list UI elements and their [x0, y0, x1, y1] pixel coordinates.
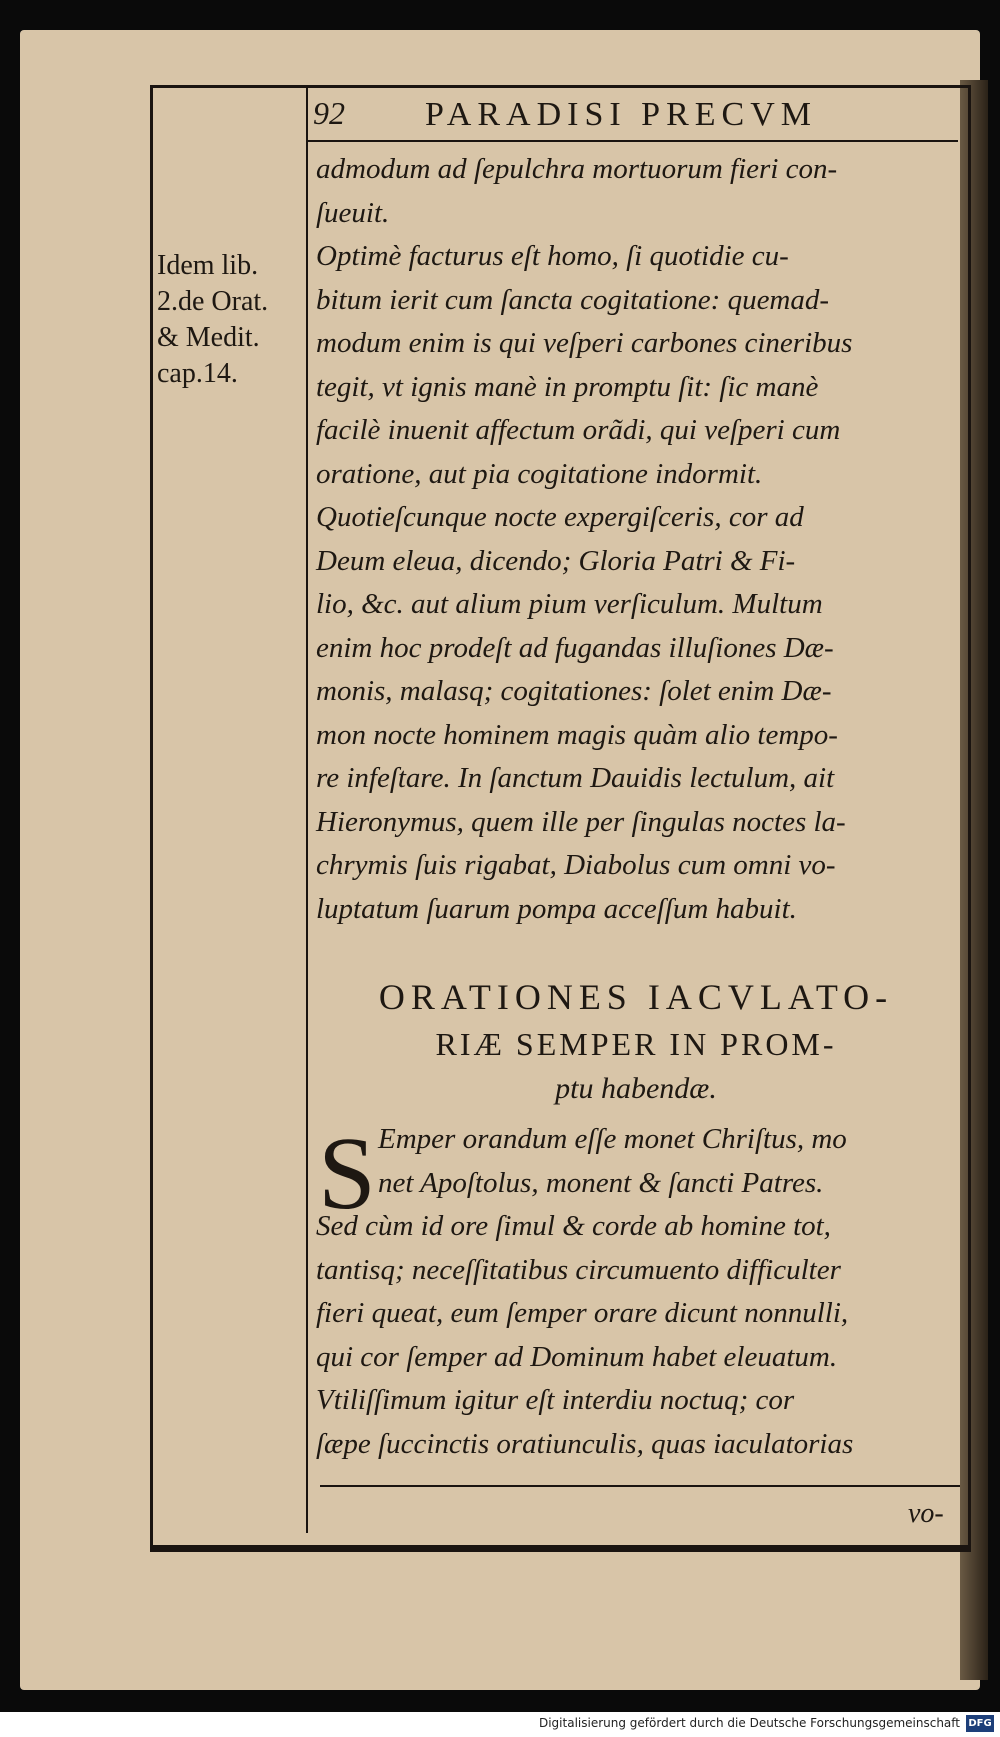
text-line: Optimè facturus eſt homo, ſi quotidie cu- [316, 240, 789, 272]
running-head: PARADISI PRECVM [425, 96, 817, 133]
margin-note [157, 248, 305, 392]
text-line: enim hoc prodeſt ad fugandas illuſiones Dæ- [316, 631, 834, 664]
text-line: chrymis ſuis rigabat, Diabolus cum omni vo- [316, 849, 836, 881]
catchword: vo- [908, 1498, 944, 1529]
text-line: facilè inuenit affectum orãdi, qui veſperi cum [316, 414, 841, 446]
margin-note-line: Idem lib. [157, 250, 259, 281]
section-heading-subtitle: ptu habendæ. [555, 1072, 717, 1105]
footer-rule [320, 1485, 960, 1487]
text-line: tantisq; neceſſitatibus circumuento difficulter [316, 1253, 841, 1286]
margin-note-line: & Medit. [157, 322, 260, 353]
text-line: tegit, vt ignis manè in promptu ſit: ſic manè [316, 370, 819, 403]
section-heading-line: ORATIONES IACVLATO- [378, 977, 894, 1017]
text-line: fieri queat, eum ſemper orare dicunt nonnulli, [316, 1297, 849, 1329]
text-line: admodum ad ſepulchra mortuorum fieri con- [316, 153, 838, 185]
text-line: qui cor ſemper ad Dominum habet eleuatum. [316, 1340, 838, 1373]
text-line: Vtiliſſimum igitur eſt interdiu noctuq; cor [316, 1384, 795, 1416]
page-number: 92 [313, 95, 345, 131]
text-line: oratione, aut pia cogitatione indormit. [316, 457, 763, 490]
text-line: mon nocte hominem magis quàm alio tempo- [316, 718, 838, 751]
body-text-top [316, 148, 956, 931]
text-line: monis, malasq; cogitationes: ſolet enim Dæ- [316, 675, 832, 707]
text-line: Deum eleua, dicendo; Gloria Patri & Fi- [316, 544, 796, 577]
text-line: ſæpe ſuccinctis oratiunculis, quas iaculatorias [316, 1427, 854, 1460]
text-line: Sed cùm id ore ſimul & corde ab homine tot, [316, 1210, 831, 1242]
drop-cap: S [318, 1116, 376, 1231]
margin-column-rule [306, 85, 308, 1533]
text-line: modum enim is qui veſperi carbones cineribus [316, 327, 853, 359]
text-line: net Apoſtolus, monent & ſancti Patres. [378, 1166, 824, 1199]
text-line: Emper orandum eſſe monet Chriſtus, mo [378, 1123, 847, 1155]
dfg-logo-icon: DFG [966, 1715, 994, 1732]
text-line: luptatum ſuarum pompa acceſſum habuit. [316, 892, 797, 925]
text-line: lio, &c. aut alium pium verſiculum. Multum [316, 588, 823, 620]
text-line: Hieronymus, quem ille per ſingulas noctes la- [316, 805, 846, 838]
section-heading-line: RIÆ SEMPER IN PROM- [435, 1026, 837, 1062]
body-text-bottom [316, 1118, 956, 1466]
text-line: re infeſtare. In ſanctum Dauidis lectulum, ait [316, 762, 835, 794]
text-line: Quotieſcunque nocte expergiſceris, cor ad [316, 501, 804, 533]
digitization-credit: Digitalisierung gefördert durch die Deutsche Forschungsgemeinschaft [538, 1716, 960, 1730]
bottom-rule [150, 1545, 968, 1548]
header-rule [308, 140, 958, 142]
margin-note-line: cap.14. [157, 358, 238, 389]
text-line: bitum ierit cum ſancta cogitatione: quemad- [316, 283, 830, 316]
text-line: ſueuit. [316, 196, 390, 229]
margin-note-line: 2.de Orat. [157, 286, 269, 317]
section-heading [316, 972, 956, 1112]
